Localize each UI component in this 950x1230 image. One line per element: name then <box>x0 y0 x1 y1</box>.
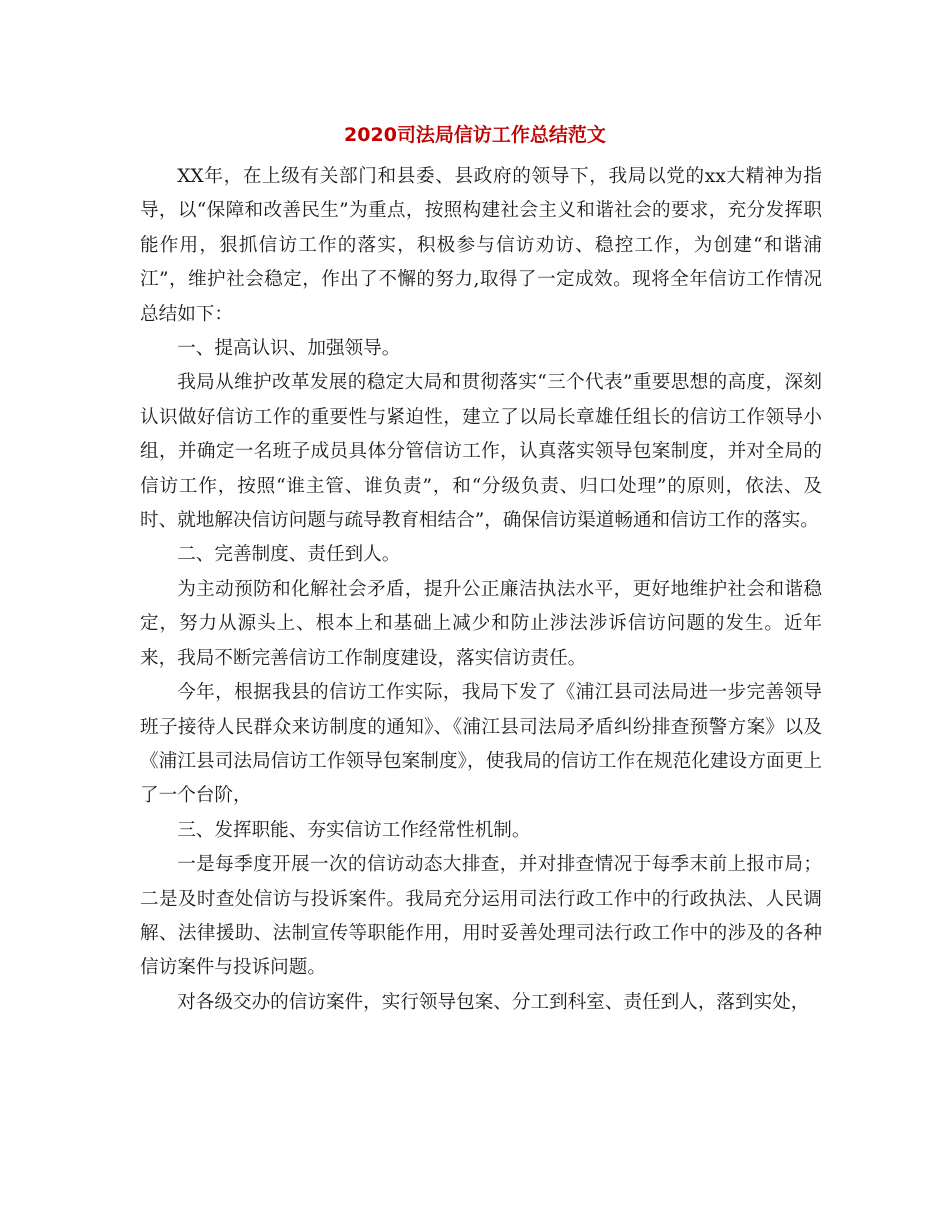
paragraph-investigation: 一是每季度开展一次的信访动态大排查，并对排查情况于每季末前上报市局；二是及时查处信访与投诉案件。我局充分运用司法行政工作中的行政执法、人民调解、法律援助、法制宣传等职能作用，用时妥善处理司法行政工作中的涉及的各种信访案件与投诉问题。 <box>140 854 822 979</box>
paragraph-case-handling: 对各级交办的信访案件，实行领导包案、分工到科室、责任到人，落到实处， <box>177 991 810 1013</box>
paragraph-leadership: 我局从维护改革发展的稳定大局和贯彻落实“三个代表”重要思想的高度，深刻认识做好信访工作的重要性与紧迫性，建立了以局长章雄任组长的信访工作领导小组，并确定一名班子成员具体分管信访工作，认真落实领导包案制度，并对全局的信访工作，按照“谁主管、谁负责”，和“分级负责、归口处理”的原则，依法、及时、就地解决信访问题与疏导教育相结合”，确保信访渠道畅通和信访工作的落实。 <box>140 372 822 532</box>
document-title: 2020司法局信访工作总结范文 <box>344 124 606 146</box>
section-heading-2: 二、完善制度、责任到人。 <box>177 544 401 566</box>
paragraph-intro: XX年，在上级有关部门和县委、县政府的领导下，我局以党的xx大精神为指导，以“保障和改善民生”为重点，按照构建社会主义和谐社会的要求，充分发挥职能作用，狠抓信访工作的落实，积极参与信访劝访、稳控工作，为创建“和谐浦江”，维护社会稳定，作出了不懈的努力,取得了一定成效。现将全年信访工作情况总结如下： <box>140 166 822 325</box>
paragraph-regulations: 今年，根据我县的信访工作实际，我局下发了《浦江县司法局进一步完善领导班子接待人民群众来访制度的通知》、《浦江县司法局矛盾纠纷排查预警方案》以及《浦江县司法局信访工作领导包案制度》，使我局的信访工作在规范化建设方面更上了一个台阶， <box>140 682 822 807</box>
paragraph-prevention: 为主动预防和化解社会矛盾，提升公正廉洁执法水平，更好地维护社会和谐稳定，努力从源头上、根本上和基础上减少和防止涉法涉诉信访问题的发生。近年来，我局不断完善信访工作制度建设，落实信访责任。 <box>140 578 822 669</box>
document-body <box>140 160 822 1020</box>
section-heading-1: 一、提高认识、加强领导。 <box>177 338 401 360</box>
section-heading-3: 三、发挥职能、夯实信访工作经常性机制。 <box>177 819 531 841</box>
